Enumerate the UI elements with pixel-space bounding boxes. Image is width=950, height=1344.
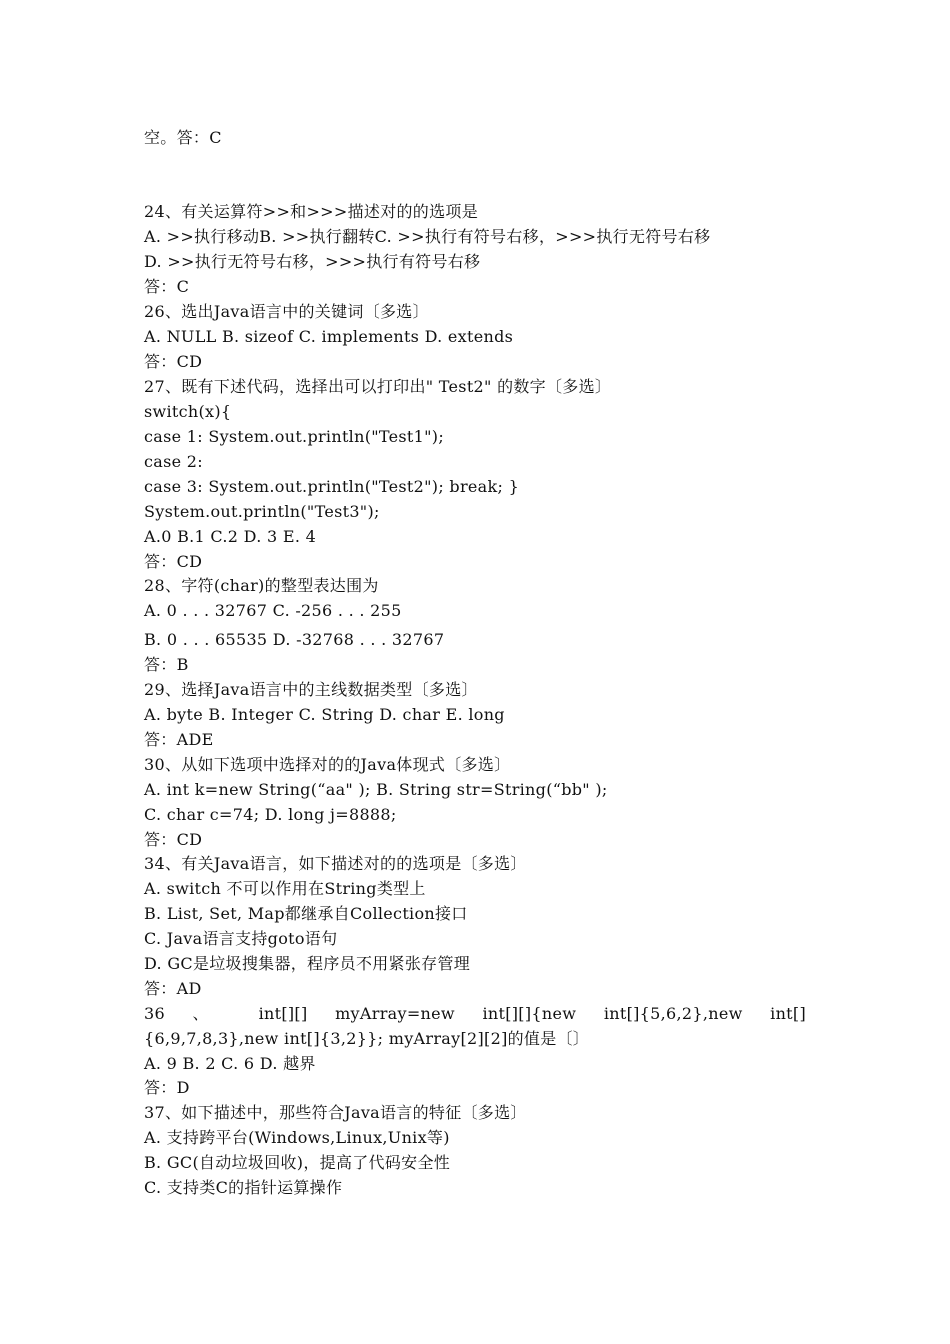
question-30: 30、从如下选项中选择对的的Java体现式〔多选〕 <box>144 755 511 774</box>
code-line: case 1: System.out.println("Test1"); <box>144 427 445 446</box>
question-27: 27、既有下述代码，选择出可以打印出" Test2" 的数字〔多选〕 <box>144 377 612 396</box>
question-34: 34、有关Java语言，如下描述对的的选项是〔多选〕 <box>144 854 527 873</box>
code-line: System.out.println("Test3"); <box>144 502 380 521</box>
text-line: C. Java语言支持goto语句 <box>144 929 338 948</box>
text-line: B. List, Set, Map都继承自Collection接口 <box>144 904 468 923</box>
text-line: C. char c=74; D. long j=8888; <box>144 805 397 824</box>
text-line: A. switch 不可以作用在String类型上 <box>144 879 426 898</box>
code-line: case 3: System.out.println("Test2"); break; } <box>144 477 520 496</box>
text-line: A. >>执行移动B. >>执行翻转C. >>执行有符号右移，>>>执行无符号右移 <box>144 227 711 246</box>
question-29: 29、选择Java语言中的主线数据类型〔多选〕 <box>144 680 478 699</box>
text-line: D. >>执行无符号右移，>>>执行有符号右移 <box>144 252 481 271</box>
answer-line: 答：CD <box>144 552 203 571</box>
text-line: B. 0 . . . 65535 D. -32768 . . . 32767 <box>144 630 445 649</box>
question-28: 28、字符(char)的整型表达围为 <box>144 576 379 595</box>
text-line: A. NULL B. sizeof C. implements D. extends <box>144 327 514 346</box>
answer-line: 答：C <box>144 277 190 296</box>
answer-line: 答：ADE <box>144 730 214 749</box>
answer-line: 答：CD <box>144 352 203 371</box>
text-line: A. 9 B. 2 C. 6 D. 越界 <box>144 1054 316 1073</box>
answer-line: 答：B <box>144 655 189 674</box>
question-26: 26、选出Java语言中的关键词〔多选〕 <box>144 302 429 321</box>
text-line: D. GC是垃圾搜集器，程序员不用紧张存管理 <box>144 954 471 973</box>
text-line: 空。答：C <box>144 128 222 147</box>
text-line: C. 支持类C的指针运算操作 <box>144 1178 343 1197</box>
text-line: B. GC(自动垃圾回收)，提高了代码安全性 <box>144 1153 451 1172</box>
question-24: 24、有关运算符>>和>>>描述对的的选项是 <box>144 202 478 221</box>
text-line: A.0 B.1 C.2 D. 3 E. 4 <box>144 527 317 546</box>
text-line: A. byte B. Integer C. String D. char E. long <box>144 705 505 724</box>
code-line: case 2: <box>144 452 203 471</box>
text-line: A. 支持跨平台(Windows,Linux,Unix等) <box>144 1128 450 1147</box>
answer-line: 答：AD <box>144 979 202 998</box>
answer-line: 答：D <box>144 1078 190 1097</box>
code-line: switch(x){ <box>144 402 232 421</box>
answer-line: 答：CD <box>144 830 203 849</box>
text-line: A. 0 . . . 32767 C. -256 . . . 255 <box>144 601 402 620</box>
text-line: {6,9,7,8,3},new int[]{3,2}}; myArray[2][2]的值是〔〕 <box>144 1029 590 1048</box>
question-36: 36 、 int[][] myArray=new int[][]{new int[]{5,6,2},new int[] <box>144 1004 806 1023</box>
text-line: A. int k=new String(“aa" ); B. String str=String(“bb" ); <box>144 780 608 799</box>
question-37: 37、如下描述中，那些符合Java语言的特征〔多选〕 <box>144 1103 527 1122</box>
